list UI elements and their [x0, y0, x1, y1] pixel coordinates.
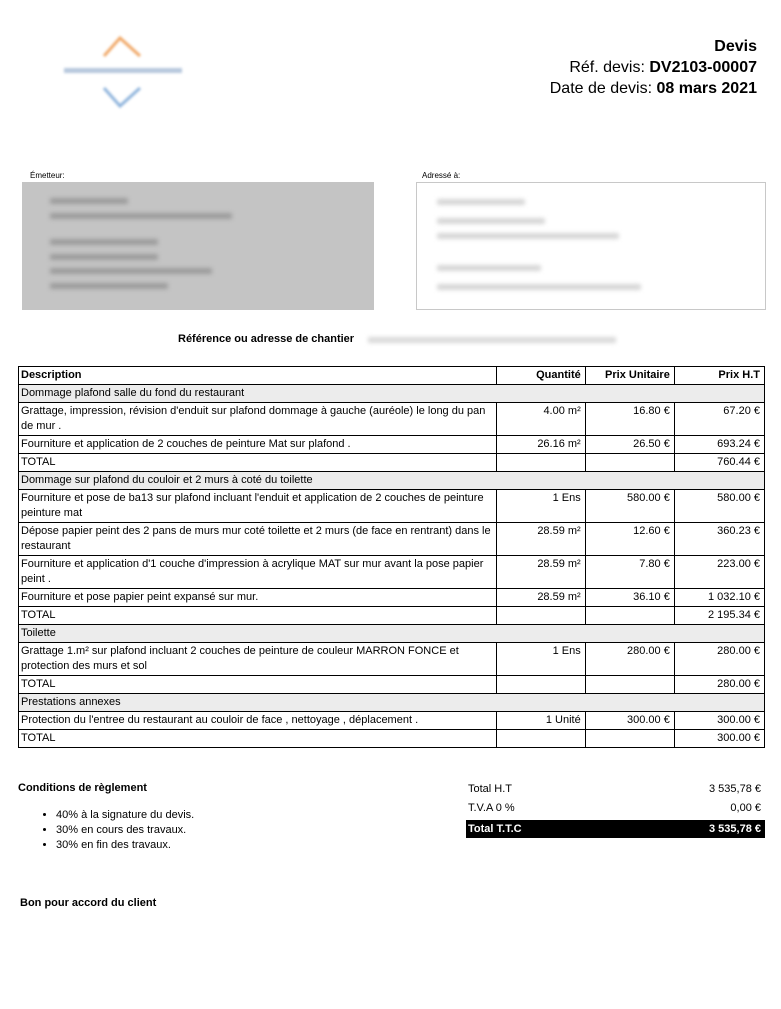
tva-row	[466, 801, 765, 820]
total-ttc-row	[466, 820, 765, 838]
table-row	[19, 589, 765, 607]
section-row	[19, 694, 765, 712]
recipient-label: Adressé à:	[422, 171, 461, 180]
item-unit-price: 36.10 €	[585, 589, 674, 607]
item-price-ht: 693.24 €	[674, 436, 764, 454]
redacted-text	[437, 284, 641, 290]
item-unit-price: 300.00 €	[585, 712, 674, 730]
item-price-ht: 360.23 €	[674, 523, 764, 556]
item-unit-price: 580.00 €	[585, 490, 674, 523]
redacted-text	[50, 213, 232, 219]
item-price-ht: 67.20 €	[674, 403, 764, 436]
client-approval-label: Bon pour accord du client	[20, 897, 157, 909]
item-description: Fourniture et application d'1 couche d'impression à acrylique MAT sur mur avant la pose papier peint .	[19, 556, 497, 589]
item-description: Fourniture et application de 2 couches de peinture Mat sur plafond .	[19, 436, 497, 454]
item-unit-price	[585, 676, 674, 694]
section-total-row	[19, 730, 765, 748]
quote-reference	[550, 57, 757, 78]
section-title: Dommage sur plafond du couloir et 2 murs à coté du toilette	[19, 472, 765, 490]
item-price-ht: 2 195.34 €	[674, 607, 764, 625]
item-quantity: 1 Ens	[496, 490, 585, 523]
column-header-quantity: Quantité	[496, 367, 585, 385]
item-unit-price: 7.80 €	[585, 556, 674, 589]
item-price-ht: 300.00 €	[674, 730, 764, 748]
payment-conditions-title: Conditions de règlement	[18, 782, 147, 794]
payment-conditions-list	[18, 808, 194, 853]
column-header-description: Description	[19, 367, 497, 385]
section-title: Toilette	[19, 625, 765, 643]
item-unit-price: 16.80 €	[585, 403, 674, 436]
sender-box	[22, 182, 374, 310]
table-row	[19, 556, 765, 589]
item-price-ht: 280.00 €	[674, 676, 764, 694]
total-ht-row	[466, 782, 765, 801]
quote-header	[550, 36, 757, 99]
total-ht-label: Total H.T	[468, 783, 513, 795]
item-description: TOTAL	[19, 730, 497, 748]
table-row	[19, 712, 765, 730]
item-description: TOTAL	[19, 676, 497, 694]
document-title: Devis	[714, 38, 757, 55]
item-unit-price	[585, 454, 674, 472]
item-unit-price	[585, 730, 674, 748]
column-header-unit-price: Prix Unitaire	[585, 367, 674, 385]
item-quantity	[496, 607, 585, 625]
total-ht-value: 3 535,78 €	[709, 783, 761, 795]
item-description: TOTAL	[19, 454, 497, 472]
column-header-price-ht: Prix H.T	[674, 367, 764, 385]
section-total-row	[19, 676, 765, 694]
quote-reference-label: Réf. devis:	[569, 59, 645, 76]
redacted-text	[437, 233, 619, 239]
item-quantity: 26.16 m²	[496, 436, 585, 454]
section-row	[19, 625, 765, 643]
item-price-ht: 580.00 €	[674, 490, 764, 523]
list-item: • 40% à la signature du devis.	[56, 808, 194, 823]
table-row	[19, 403, 765, 436]
quote-reference-value: DV2103-00007	[649, 59, 757, 76]
item-price-ht: 300.00 €	[674, 712, 764, 730]
total-ttc-value: 3 535,78 €	[709, 823, 761, 835]
section-title: Dommage plafond salle du fond du restaurant	[19, 385, 765, 403]
item-price-ht: 1 032.10 €	[674, 589, 764, 607]
section-total-row	[19, 454, 765, 472]
item-unit-price: 26.50 €	[585, 436, 674, 454]
redacted-text	[368, 337, 616, 343]
redacted-text	[50, 239, 158, 245]
recipient-box	[416, 182, 766, 310]
item-description: Dépose papier peint des 2 pans de murs mur coté toilette et 2 murs (de face en rentrant) dans le restaurant	[19, 523, 497, 556]
totals-box	[466, 782, 765, 838]
table-row	[19, 643, 765, 676]
section-title: Prestations annexes	[19, 694, 765, 712]
item-quantity: 1 Ens	[496, 643, 585, 676]
item-description: TOTAL	[19, 607, 497, 625]
table-body	[19, 385, 765, 748]
quote-date-label: Date de devis:	[549, 80, 653, 97]
redacted-text	[437, 265, 541, 271]
quote-items-table	[18, 366, 765, 748]
quote-date-value: 08 mars 2021	[656, 80, 757, 97]
item-description: Fourniture et pose papier peint expansé sur mur.	[19, 589, 497, 607]
section-total-row	[19, 607, 765, 625]
item-price-ht: 280.00 €	[674, 643, 764, 676]
item-quantity	[496, 676, 585, 694]
item-quantity: 1 Unité	[496, 712, 585, 730]
item-unit-price	[585, 607, 674, 625]
redacted-text	[50, 198, 128, 204]
redacted-text	[50, 254, 158, 260]
table-row	[19, 523, 765, 556]
sender-label: Émetteur:	[30, 171, 65, 180]
item-description: Fourniture et pose de ba13 sur plafond incluant l'enduit et application de 2 couches de peinture peinture mat	[19, 490, 497, 523]
tva-value: 0,00 €	[730, 802, 761, 814]
redacted-text	[50, 268, 212, 274]
company-logo	[56, 32, 196, 112]
table-header-row	[19, 367, 765, 385]
redacted-text	[437, 218, 545, 224]
section-row	[19, 385, 765, 403]
item-description: Grattage 1.m² sur plafond incluant 2 couches de peinture de couleur MARRON FONCE et protection des murs et sol	[19, 643, 497, 676]
item-quantity: 4.00 m²	[496, 403, 585, 436]
item-unit-price: 12.60 €	[585, 523, 674, 556]
table-row	[19, 490, 765, 523]
item-price-ht: 760.44 €	[674, 454, 764, 472]
item-unit-price: 280.00 €	[585, 643, 674, 676]
total-ttc-label: Total T.T.C	[468, 823, 522, 835]
quote-date	[550, 78, 757, 99]
item-quantity: 28.59 m²	[496, 523, 585, 556]
list-item: • 30% en cours des travaux.	[56, 823, 194, 838]
item-description: Grattage, impression, révision d'enduit sur plafond dommage à gauche (auréole) le long du pan de mur .	[19, 403, 497, 436]
tva-label: T.V.A 0 %	[468, 802, 515, 814]
list-item: • 30% en fin des travaux.	[56, 838, 194, 853]
item-description: Protection du l'entree du restaurant au couloir de face , nettoyage , déplacement .	[19, 712, 497, 730]
redacted-text	[437, 199, 525, 205]
redacted-text	[50, 283, 168, 289]
payment-conditions	[18, 782, 194, 853]
section-row	[19, 472, 765, 490]
item-quantity	[496, 730, 585, 748]
item-quantity: 28.59 m²	[496, 556, 585, 589]
table-row	[19, 436, 765, 454]
item-price-ht: 223.00 €	[674, 556, 764, 589]
item-quantity: 28.59 m²	[496, 589, 585, 607]
site-reference-label: Référence ou adresse de chantier	[178, 333, 355, 345]
item-quantity	[496, 454, 585, 472]
